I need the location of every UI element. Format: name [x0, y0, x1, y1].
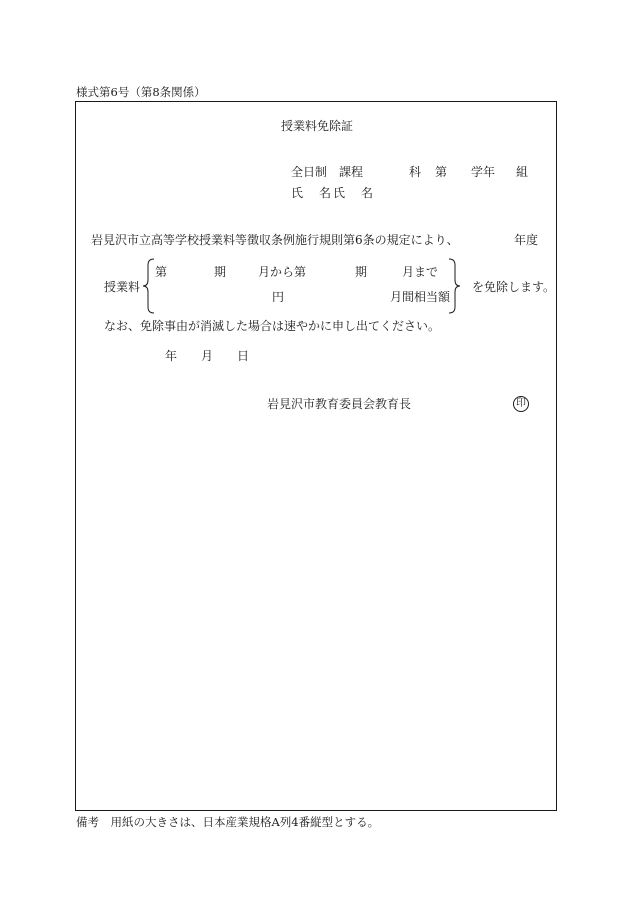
- term-2-label: 期: [355, 265, 368, 279]
- date-day: 日: [237, 349, 250, 363]
- fiscal-year-label: 年度: [514, 233, 539, 247]
- name-label: 氏 名氏 名: [291, 186, 376, 200]
- regulation-text: 岩見沢市立高等学校授業料等徴収条例施行規則第6条の規定により、: [91, 233, 459, 247]
- remarks-text: 備考 用紙の大きさは、日本産業規格A列4番縦型とする。: [76, 815, 380, 829]
- tuition-label: 授業料: [104, 280, 141, 294]
- date-month: 月: [201, 349, 214, 363]
- issuer-title: 岩見沢市教育委員会教育長: [267, 397, 412, 411]
- course-label: 全日制 課程: [291, 165, 364, 179]
- right-brace: [449, 259, 461, 313]
- notice-text: なお、免除事由が消滅した場合は速やかに申し出てください。: [104, 319, 441, 333]
- period-prefix: 第: [155, 265, 168, 279]
- date-year: 年: [165, 349, 178, 363]
- from-month-label: 月から第: [258, 265, 307, 279]
- grade-label: 学年: [471, 165, 496, 179]
- form-frame: [75, 101, 557, 811]
- left-brace: [143, 259, 155, 313]
- class-label: 組: [516, 165, 529, 179]
- seal-mark: 印: [513, 396, 529, 412]
- exemption-text: を免除します。: [472, 280, 556, 294]
- to-month-label: 月まで: [402, 265, 439, 279]
- grade-prefix: 第: [435, 165, 448, 179]
- term-1-label: 期: [214, 265, 227, 279]
- department-label: 科: [409, 165, 422, 179]
- document-title: 授業料免除証: [281, 119, 354, 133]
- form-number: 様式第6号（第8条関係）: [76, 85, 206, 99]
- yen-label: 円: [272, 290, 285, 304]
- monthly-amount-label: 月間相当額: [390, 290, 451, 304]
